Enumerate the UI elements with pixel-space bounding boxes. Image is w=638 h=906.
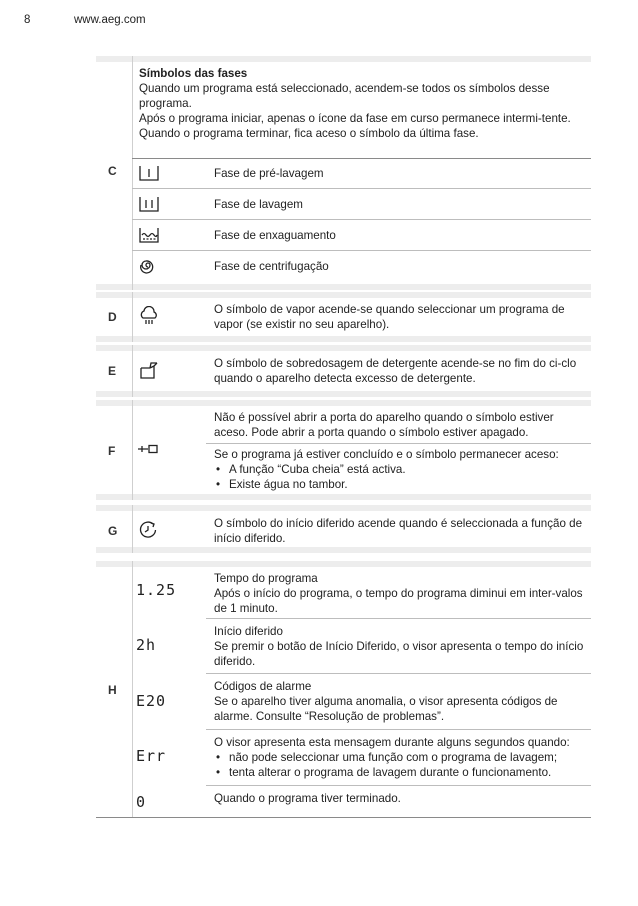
delay-start-info <box>214 624 589 669</box>
list-item: • A função “Cuba cheia” está activa. <box>214 462 589 477</box>
section-letter: F <box>108 444 116 458</box>
wash-icon <box>138 195 160 216</box>
section-letter: G <box>108 524 118 538</box>
prewash-icon <box>138 164 160 185</box>
paragraph: Quando um programa está seleccionado, acendem-se todos os símbolos desse programa. <box>139 82 550 110</box>
program-finished-info: Quando o programa tiver terminado. <box>214 792 401 805</box>
paragraph: Quando o programa terminar, fica aceso o símbolo da última fase. <box>139 127 479 140</box>
phase-label: Fase de pré-lavagem <box>214 167 324 180</box>
overdose-description: O símbolo de sobredosagem de detergente acende-se no fim do ci-clo quando o aparelho detecta excesso de detergente. <box>214 357 577 385</box>
program-time-info <box>214 571 589 616</box>
display-readout: 1.25 <box>136 581 177 599</box>
section-c <box>96 56 591 290</box>
section-title: Símbolos das fases <box>139 67 248 80</box>
section-g <box>96 505 591 553</box>
delay-start-icon <box>138 520 158 543</box>
row-title: O visor apresenta esta mensagem durante alguns segundos quando: <box>214 736 570 749</box>
display-readout: Err <box>136 747 167 765</box>
section-e <box>96 345 591 397</box>
phase-symbols-intro <box>139 66 589 141</box>
bullet-list <box>214 462 589 492</box>
section-f <box>96 400 591 500</box>
door-lock-description: Não é possível abrir a porta do aparelho quando o símbolo estiver aceso. Pode abrir a porta quando o símbolo estiver apagado. <box>214 411 554 439</box>
page-number: 8 <box>24 14 31 26</box>
section-letter: D <box>108 310 117 324</box>
paragraph: Após o programa iniciar, apenas o ícone da fase em curso permanece intermi-tente. <box>139 112 571 125</box>
list-item: • tenta alterar o programa de lavagem durante o funcionamento. <box>214 765 589 780</box>
bullet-list <box>214 750 589 780</box>
alarm-codes-info <box>214 679 589 724</box>
section-letter: H <box>108 683 117 697</box>
spin-icon <box>139 257 157 278</box>
row-title: Códigos de alarme <box>214 680 312 693</box>
section-d <box>96 292 591 342</box>
steam-description: O símbolo de vapor acende-se quando seleccionar um programa de vapor (se existir no seu aparelho). <box>214 303 565 331</box>
steam-icon <box>138 306 160 329</box>
row-title: Tempo do programa <box>214 572 318 585</box>
rinse-icon <box>138 226 160 247</box>
door-lock-note <box>214 447 589 492</box>
section-h <box>96 561 591 818</box>
phase-label: Fase de lavagem <box>214 198 303 211</box>
phase-label: Fase de centrifugação <box>214 260 329 273</box>
section-letter: E <box>108 364 117 378</box>
row-text: Após o início do programa, o tempo do programa diminui em inter-valos de 1 minuto. <box>214 587 583 615</box>
delay-start-description: O símbolo do início diferido acende quando é seleccionada a função de início diferido. <box>214 517 583 545</box>
display-readout: 2h <box>136 636 157 654</box>
note-text: Se o programa já estiver concluído e o símbolo permanecer aceso: <box>214 448 559 461</box>
site-url: www.aeg.com <box>74 14 146 26</box>
list-item: • Existe água no tambor. <box>214 477 589 492</box>
door-lock-icon <box>136 442 160 459</box>
row-text: Se premir o botão de Início Diferido, o visor apresenta o tempo do início diferido. <box>214 640 584 668</box>
section-letter: C <box>108 164 117 178</box>
row-title: Início diferido <box>214 625 283 638</box>
overdose-icon <box>138 360 160 383</box>
display-readout: E20 <box>136 692 167 710</box>
row-text: Se o aparelho tiver alguma anomalia, o visor apresenta códigos de alarme. Consulte “Resolução de problemas”. <box>214 695 558 723</box>
phase-label: Fase de enxaguamento <box>214 229 336 242</box>
display-readout: 0 <box>136 793 147 811</box>
list-item: • não pode seleccionar uma função com o programa de lavagem; <box>214 750 589 765</box>
error-message-info <box>214 735 589 780</box>
